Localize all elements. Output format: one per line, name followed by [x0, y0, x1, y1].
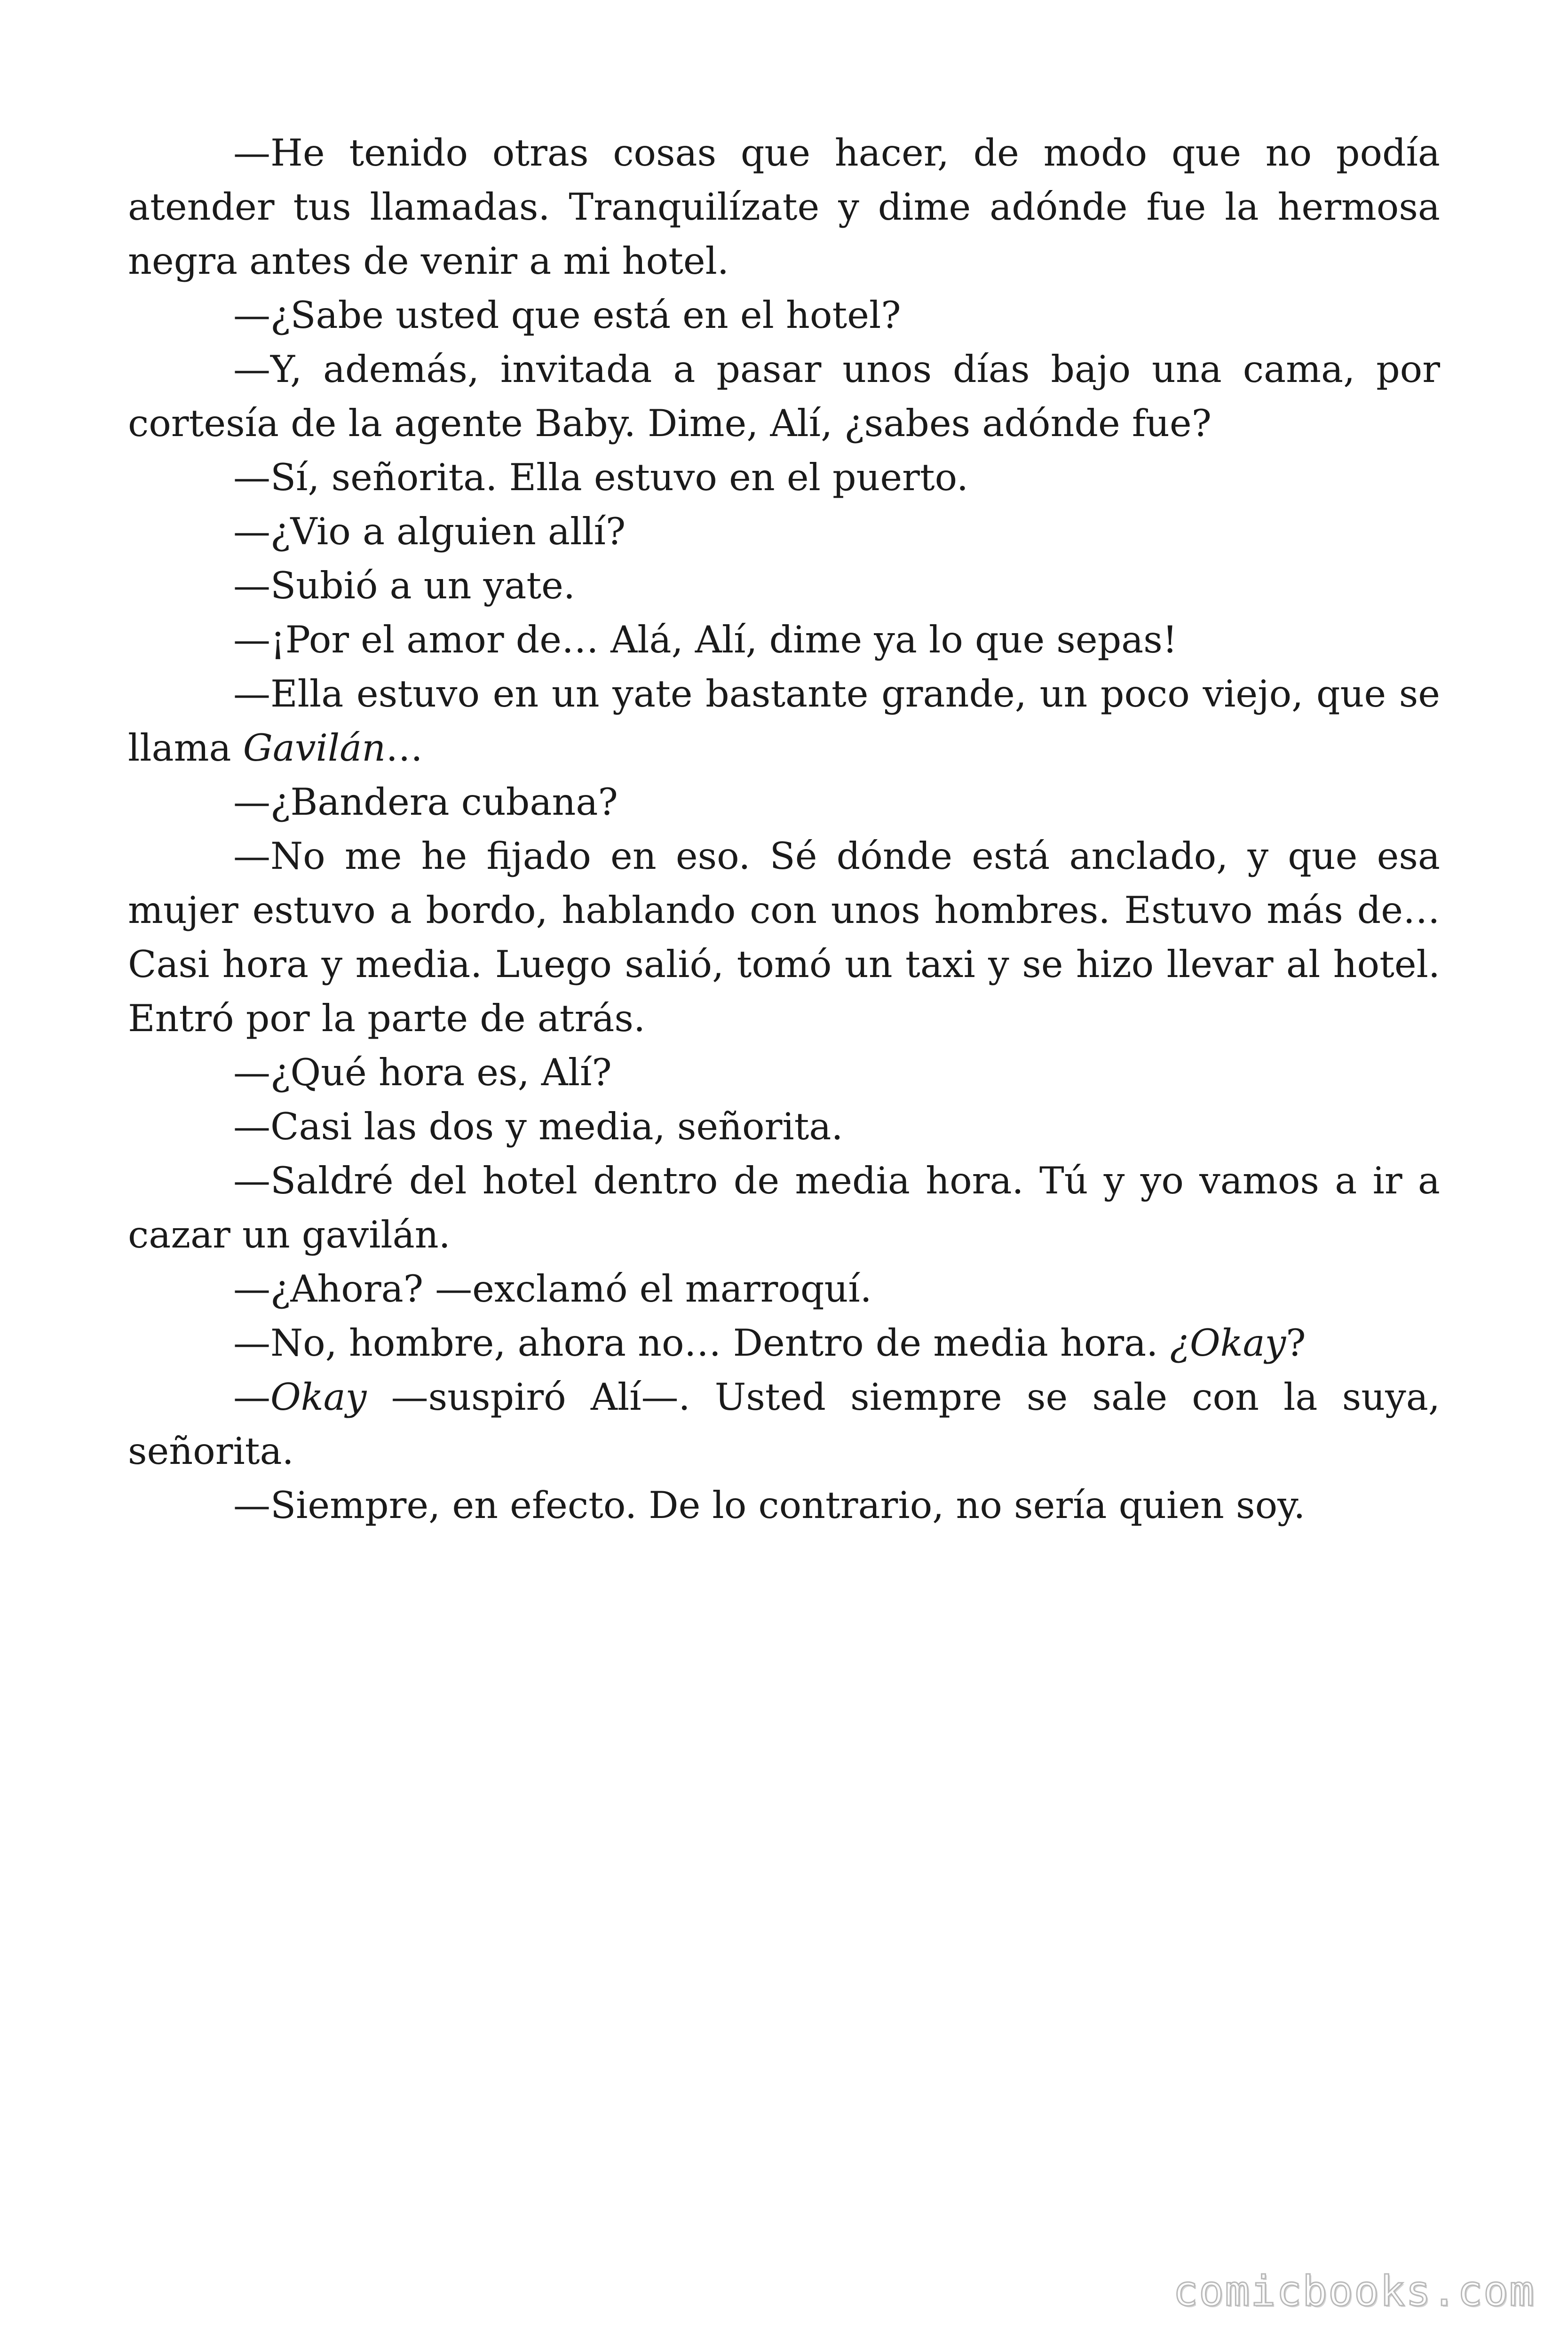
text-run: —No me he fijado en eso. Sé dónde está anclado, y que esa mujer estuvo a bordo, hablando con unos hombres. Estuvo más de… Casi hora y media. Luego salió, tomó un taxi y se hizo llevar al hotel. Entró por la parte de atrás. — [128, 834, 1440, 1040]
paragraph — [128, 775, 1440, 829]
italic-text: Gavilán — [243, 726, 386, 770]
text-run: —suspiró Alí—. Usted siempre se sale con la suya, señorita. — [128, 1375, 1440, 1473]
paragraph — [128, 1316, 1440, 1370]
text-run: —¿Vio a alguien allí? — [233, 510, 626, 553]
text-run: —Siempre, en efecto. De lo contrario, no sería quien soy. — [233, 1484, 1306, 1527]
watermark: comicbooks.com — [1173, 2267, 1535, 2315]
text-run: —Casi las dos y media, señorita. — [233, 1105, 843, 1148]
text-run: —Subió a un yate. — [233, 564, 575, 607]
paragraph — [128, 288, 1440, 342]
text-run: ? — [1286, 1321, 1306, 1365]
paragraph — [128, 1046, 1440, 1100]
text-run: —¡Por el amor de… Alá, Alí, dime ya lo que sepas! — [233, 618, 1178, 661]
book-page-text — [128, 126, 1440, 1533]
text-run: —¿Bandera cubana? — [233, 780, 618, 824]
paragraph — [128, 1370, 1440, 1478]
text-run: … — [386, 726, 423, 770]
paragraph — [128, 342, 1440, 451]
paragraph — [128, 1478, 1440, 1533]
paragraph — [128, 1100, 1440, 1154]
text-run: —No, hombre, ahora no… Dentro de media hora. — [233, 1321, 1170, 1365]
paragraph — [128, 126, 1440, 288]
text-run: —Sí, señorita. Ella estuvo en el puerto. — [233, 456, 968, 499]
italic-text: Okay — [270, 1375, 367, 1419]
paragraph — [128, 505, 1440, 559]
paragraph — [128, 451, 1440, 505]
paragraph — [128, 559, 1440, 613]
text-run: —¿Sabe usted que está en el hotel? — [233, 294, 901, 337]
text-run: — — [233, 1375, 270, 1419]
text-run: —¿Qué hora es, Alí? — [233, 1051, 612, 1094]
paragraph — [128, 829, 1440, 1046]
paragraph — [128, 1262, 1440, 1316]
text-run: —Saldré del hotel dentro de media hora. Tú y yo vamos a ir a cazar un gavilán. — [128, 1159, 1440, 1256]
paragraph — [128, 613, 1440, 667]
paragraph — [128, 1154, 1440, 1262]
paragraph — [128, 667, 1440, 775]
italic-text: ¿Okay — [1170, 1321, 1286, 1365]
text-run: —Y, además, invitada a pasar unos días bajo una cama, por cortesía de la agente Baby. Dime, Alí, ¿sabes adónde fue? — [128, 348, 1440, 445]
text-run: —Ella estuvo en un yate bastante grande, un poco viejo, que se llama — [128, 672, 1440, 770]
text-run: —¿Ahora? —exclamó el marroquí. — [233, 1267, 872, 1311]
text-run: —He tenido otras cosas que hacer, de modo que no podía atender tus llamadas. Tranquilízate y dime adónde fue la hermosa negra antes de venir a mi hotel. — [128, 131, 1440, 283]
